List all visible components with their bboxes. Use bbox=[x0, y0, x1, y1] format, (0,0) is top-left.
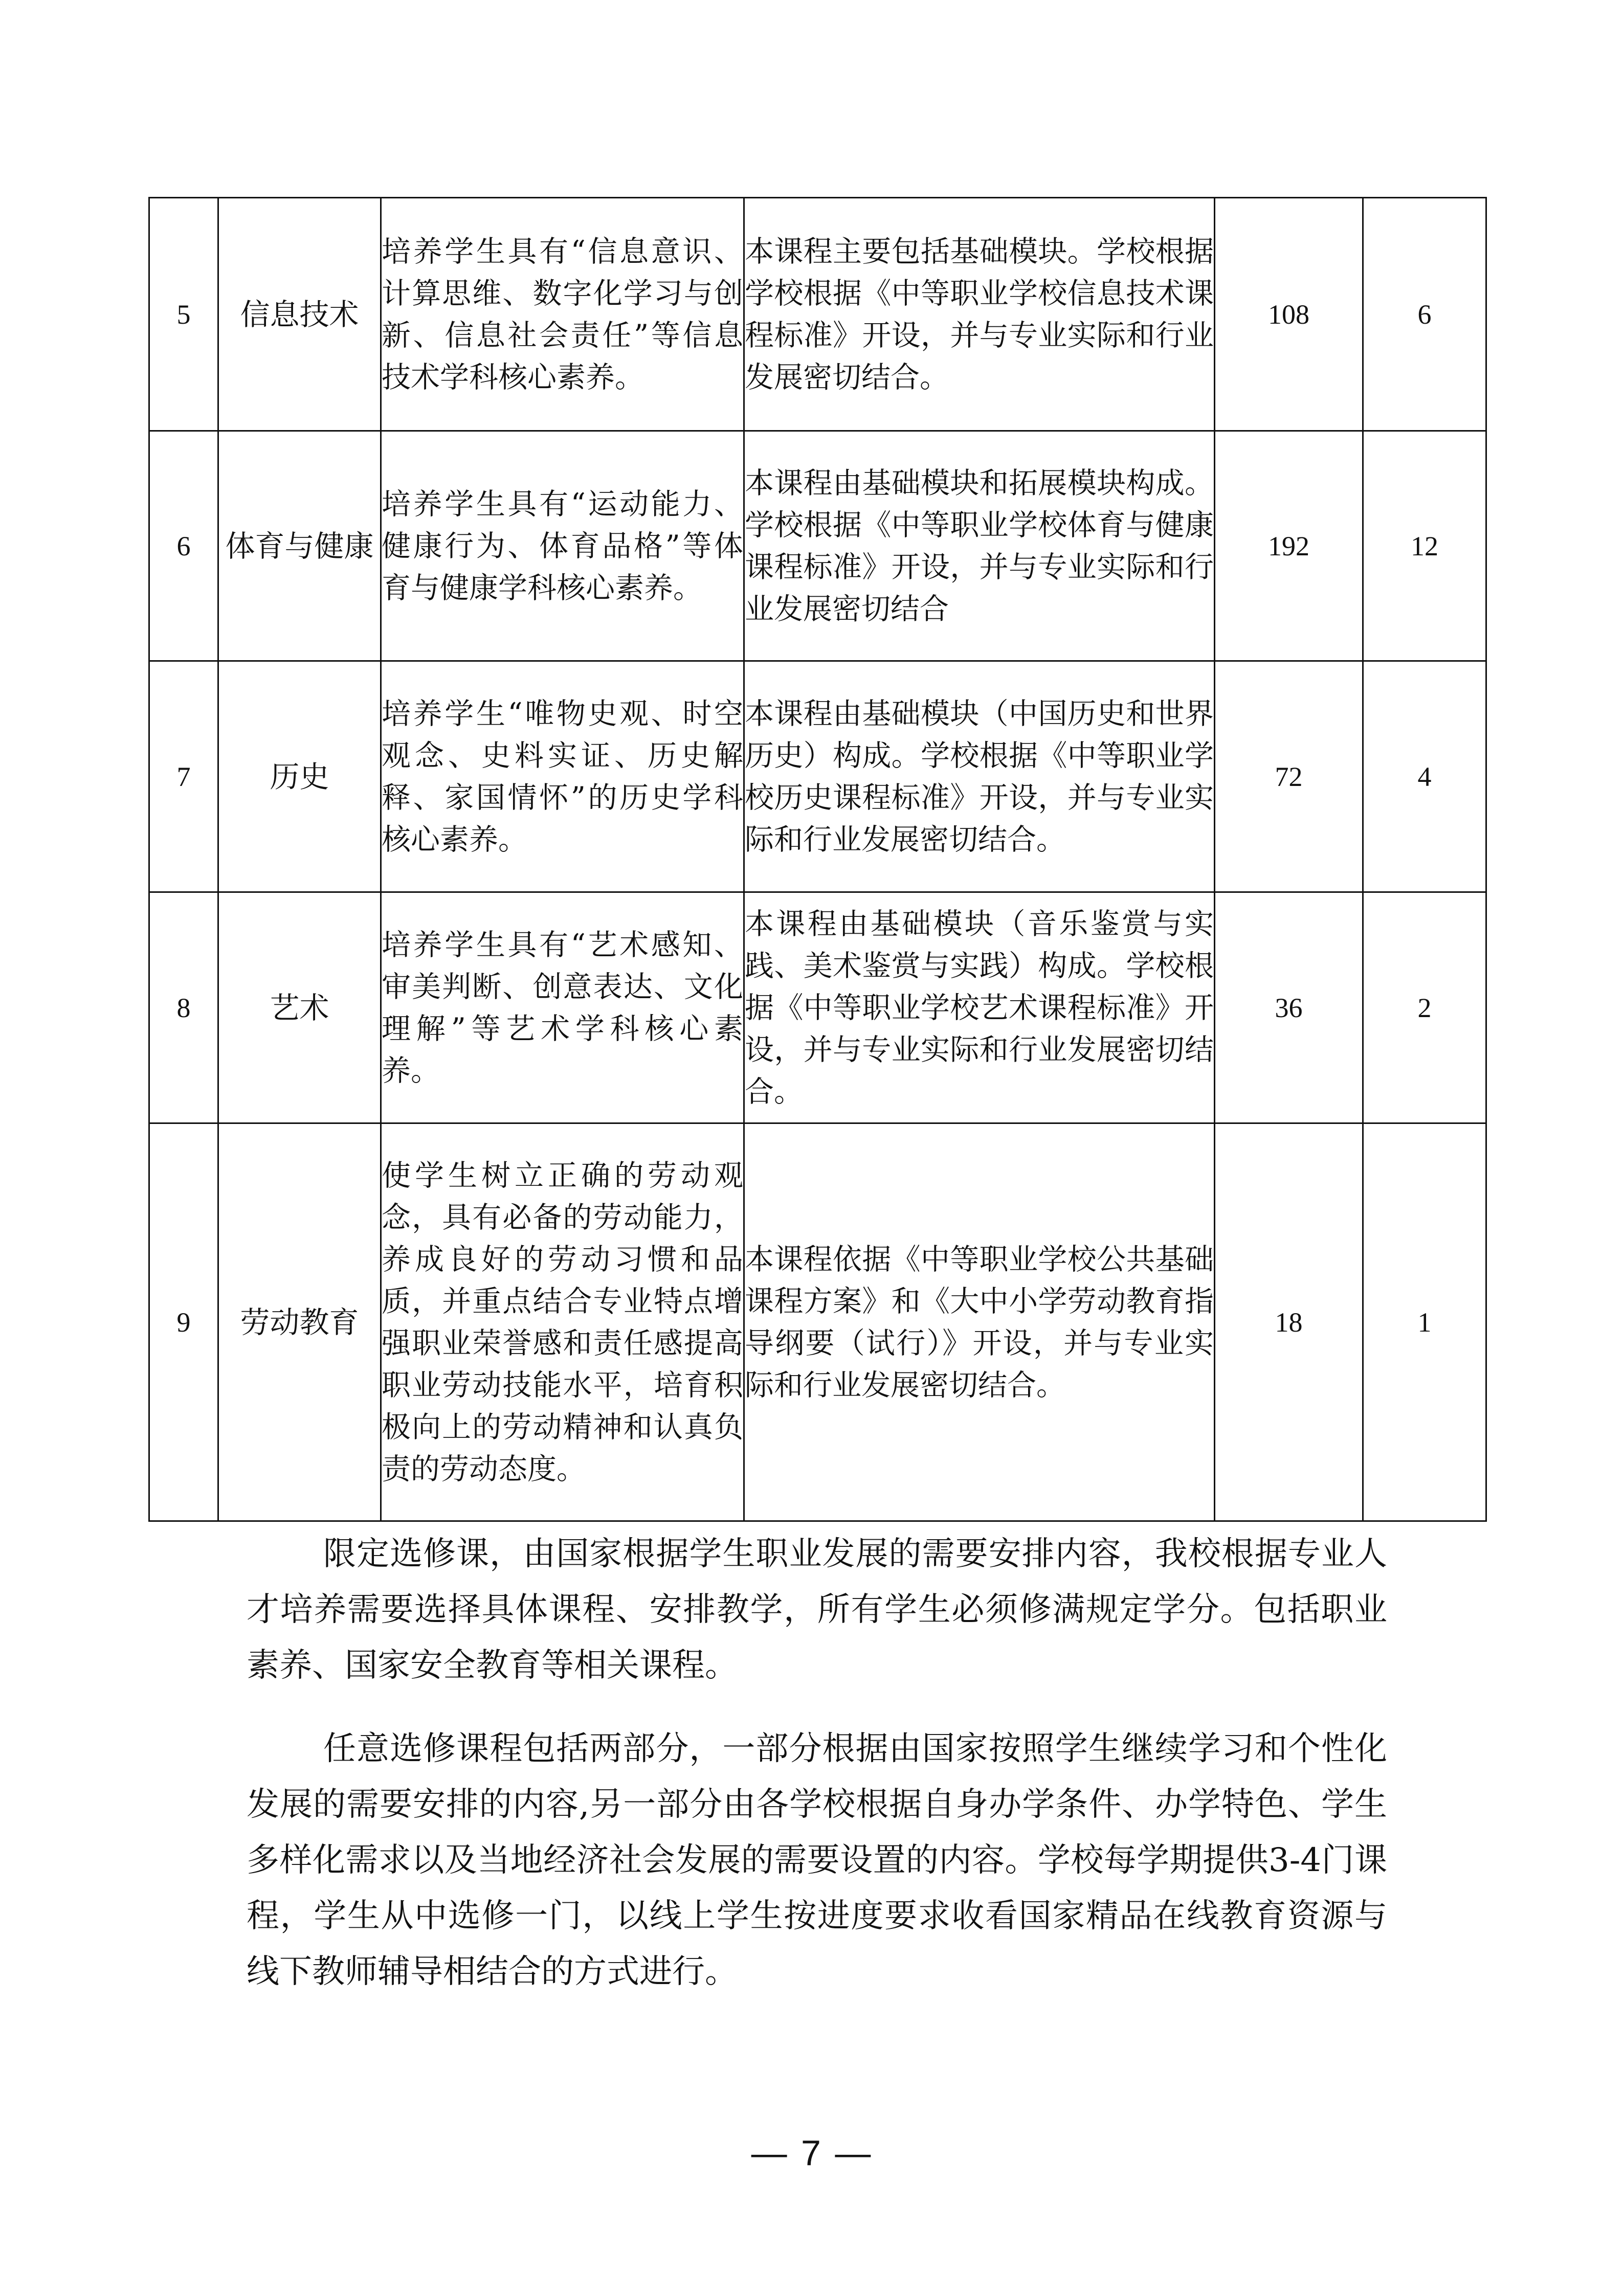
course-credits: 6 bbox=[1363, 198, 1486, 431]
table-row bbox=[149, 1123, 1486, 1521]
course-goal: 使学生树立正确的劳动观念，具有必备的劳动能力，养成良好的劳动习惯和品质，并重点结合专业特点增强职业荣誉感和责任感提高职业劳动技能水平，培育积极向上的劳动精神和认真负责的劳动态度。 bbox=[381, 1123, 744, 1521]
course-credits: 12 bbox=[1363, 431, 1486, 661]
row-number: 5 bbox=[149, 198, 218, 431]
course-name: 信息技术 bbox=[218, 198, 381, 431]
row-number: 9 bbox=[149, 1123, 218, 1521]
row-number: 6 bbox=[149, 431, 218, 661]
course-content: 本课程由基础模块（音乐鉴赏与实践、美术鉴赏与实践）构成。学校根据《中等职业学校艺术课程标准》开设，并与专业实际和行业发展密切结合。 bbox=[744, 892, 1215, 1123]
course-goal: 培养学生“唯物史观、时空观念、史料实证、历史解释、家国情怀”的历史学科核心素养。 bbox=[381, 661, 744, 892]
course-credits: 2 bbox=[1363, 892, 1486, 1123]
course-hours: 36 bbox=[1215, 892, 1363, 1123]
course-hours: 192 bbox=[1215, 431, 1363, 661]
table-row bbox=[149, 661, 1486, 892]
course-hours: 108 bbox=[1215, 198, 1363, 431]
page-number: — 7 — bbox=[751, 2133, 873, 2173]
course-content: 本课程主要包括基础模块。学校根据学校根据《中等职业学校信息技术课程标准》开设，并与专业实际和行业发展密切结合。 bbox=[744, 198, 1215, 431]
course-content: 本课程由基础模块（中国历史和世界历史）构成。学校根据《中等职业学校历史课程标准》开设，并与专业实际和行业发展密切结合。 bbox=[744, 661, 1215, 892]
row-number: 8 bbox=[149, 892, 218, 1123]
course-credits: 4 bbox=[1363, 661, 1486, 892]
row-number: 7 bbox=[149, 661, 218, 892]
course-hours: 72 bbox=[1215, 661, 1363, 892]
course-goal: 培养学生具有“艺术感知、审美判断、创意表达、文化理解”等艺术学科核心素养。 bbox=[381, 892, 744, 1123]
course-goal: 培养学生具有“信息意识、计算思维、数字化学习与创新、信息社会责任”等信息技术学科核心素养。 bbox=[381, 198, 744, 431]
table-row bbox=[149, 198, 1486, 431]
course-name: 历史 bbox=[218, 661, 381, 892]
course-content: 本课程依据《中等职业学校公共基础课程方案》和《大中小学劳动教育指导纲要（试行）》开设，并与专业实际和行业发展密切结合。 bbox=[744, 1123, 1215, 1521]
course-table bbox=[148, 197, 1487, 1522]
course-name: 艺术 bbox=[218, 892, 381, 1123]
table-row bbox=[149, 892, 1486, 1123]
table-row bbox=[149, 431, 1486, 661]
paragraph-elective-optional: 任意选修课程包括两部分，一部分根据由国家按照学生继续学习和个性化发展的需要安排的内容,另一部分由各学校根据自身办学条件、办学特色、学生多样化需求以及当地经济社会发展的需要设置的内容。学校每学期提供3-4门课程，学生从中选修一门，以线上学生按进度要求收看国家精品在线教育资源与线下教师辅导相结合的方式进行。 bbox=[247, 1730, 1387, 1991]
paragraph-elective-limited: 限定选修课，由国家根据学生职业发展的需要安排内容，我校根据专业人才培养需要选择具体课程、安排教学，所有学生必须修满规定学分。包括职业素养、国家安全教育等相关课程。 bbox=[247, 1535, 1387, 1684]
course-content: 本课程由基础模块和拓展模块构成。学校根据《中等职业学校体育与健康课程标准》开设，并与专业实际和行业发展密切结合 bbox=[744, 431, 1215, 661]
course-name: 体育与健康 bbox=[218, 431, 381, 661]
course-hours: 18 bbox=[1215, 1123, 1363, 1521]
course-credits: 1 bbox=[1363, 1123, 1486, 1521]
course-name: 劳动教育 bbox=[218, 1123, 381, 1521]
course-goal: 培养学生具有“运动能力、健康行为、体育品格”等体育与健康学科核心素养。 bbox=[381, 431, 744, 661]
